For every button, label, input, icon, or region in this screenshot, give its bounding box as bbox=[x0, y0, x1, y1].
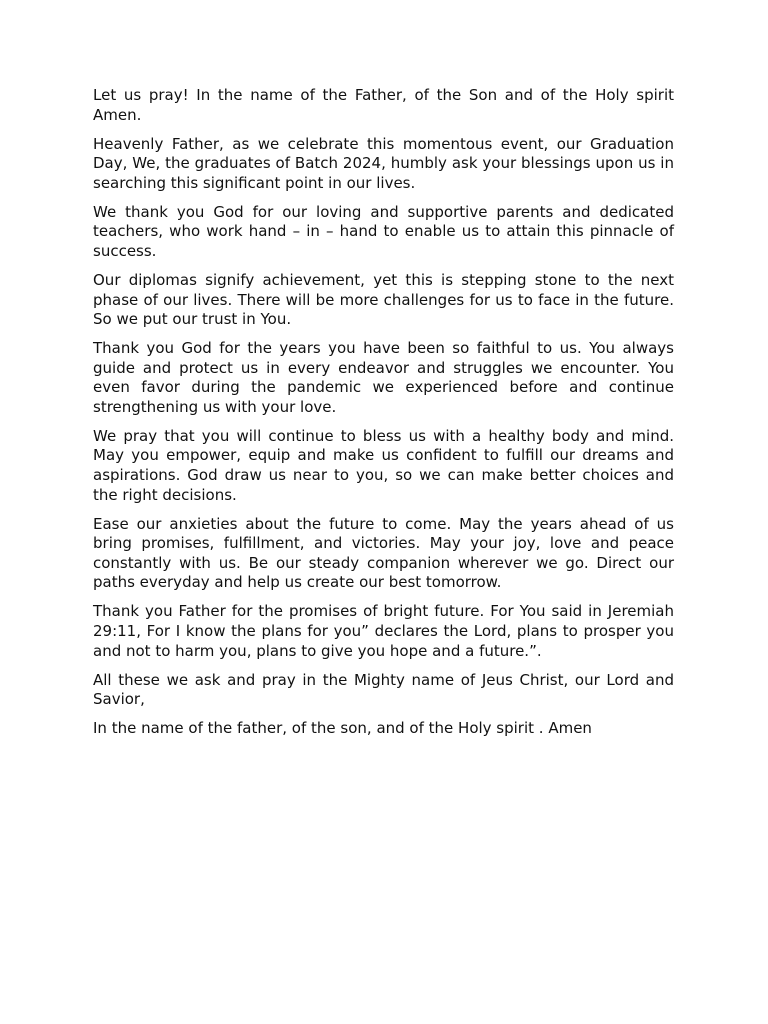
paragraph-opening: Let us pray! In the name of the Father, of the Son and of the Holy spirit Amen. bbox=[93, 86, 674, 124]
paragraph-ease-anxieties: Ease our anxieties about the future to come. May the years ahead of us bring promises, fulfillment, and victories. May your joy, love and peace constantly with us. Be our steady companion wherever we go. Direct our paths everyday and help us create our best tomorrow. bbox=[93, 514, 674, 592]
paragraph-closing: In the name of the father, of the son, and of the Holy spirit . Amen bbox=[93, 719, 592, 738]
paragraph-faithfulness: Thank you God for the years you have been so faithful to us. You always guide and protect us in every endeavor and struggles we encounter. You even favor during the pandemic we experienced before and continue strengthening us with your love. bbox=[93, 339, 674, 416]
paragraph-mighty-name: All these we ask and pray in the Mighty name of Jeus Christ, our Lord and Savior, bbox=[93, 670, 674, 709]
paragraph-jeremiah: Thank you Father for the promises of bright future. For You said in Jeremiah 29:11, For I know the plans for you” declares the Lord, plans to prosper you and not to harm you, plans to give you hope and a future.”. bbox=[93, 602, 674, 660]
paragraph-healthy-body: We pray that you will continue to bless us with a healthy body and mind. May you empower, equip and make us confident to fulfill our dreams and aspirations. God draw us near to you, so we can make better choices and the right decisions. bbox=[93, 426, 674, 504]
paragraph-thanks-parents-teachers: We thank you God for our loving and supportive parents and dedicated teachers, who work hand – in – hand to enable us to attain this pinnacle of success. bbox=[93, 202, 674, 260]
paragraph-diplomas: Our diplomas signify achievement, yet this is stepping stone to the next phase of our lives. There will be more challenges for us to face in the future. So we put our trust in You. bbox=[93, 270, 674, 329]
document-page bbox=[93, 86, 674, 748]
paragraph-graduation-blessing: Heavenly Father, as we celebrate this momentous event, our Graduation Day, We, the graduates of Batch 2024, humbly ask your blessings upon us in searching this significant point in our lives. bbox=[93, 134, 674, 192]
